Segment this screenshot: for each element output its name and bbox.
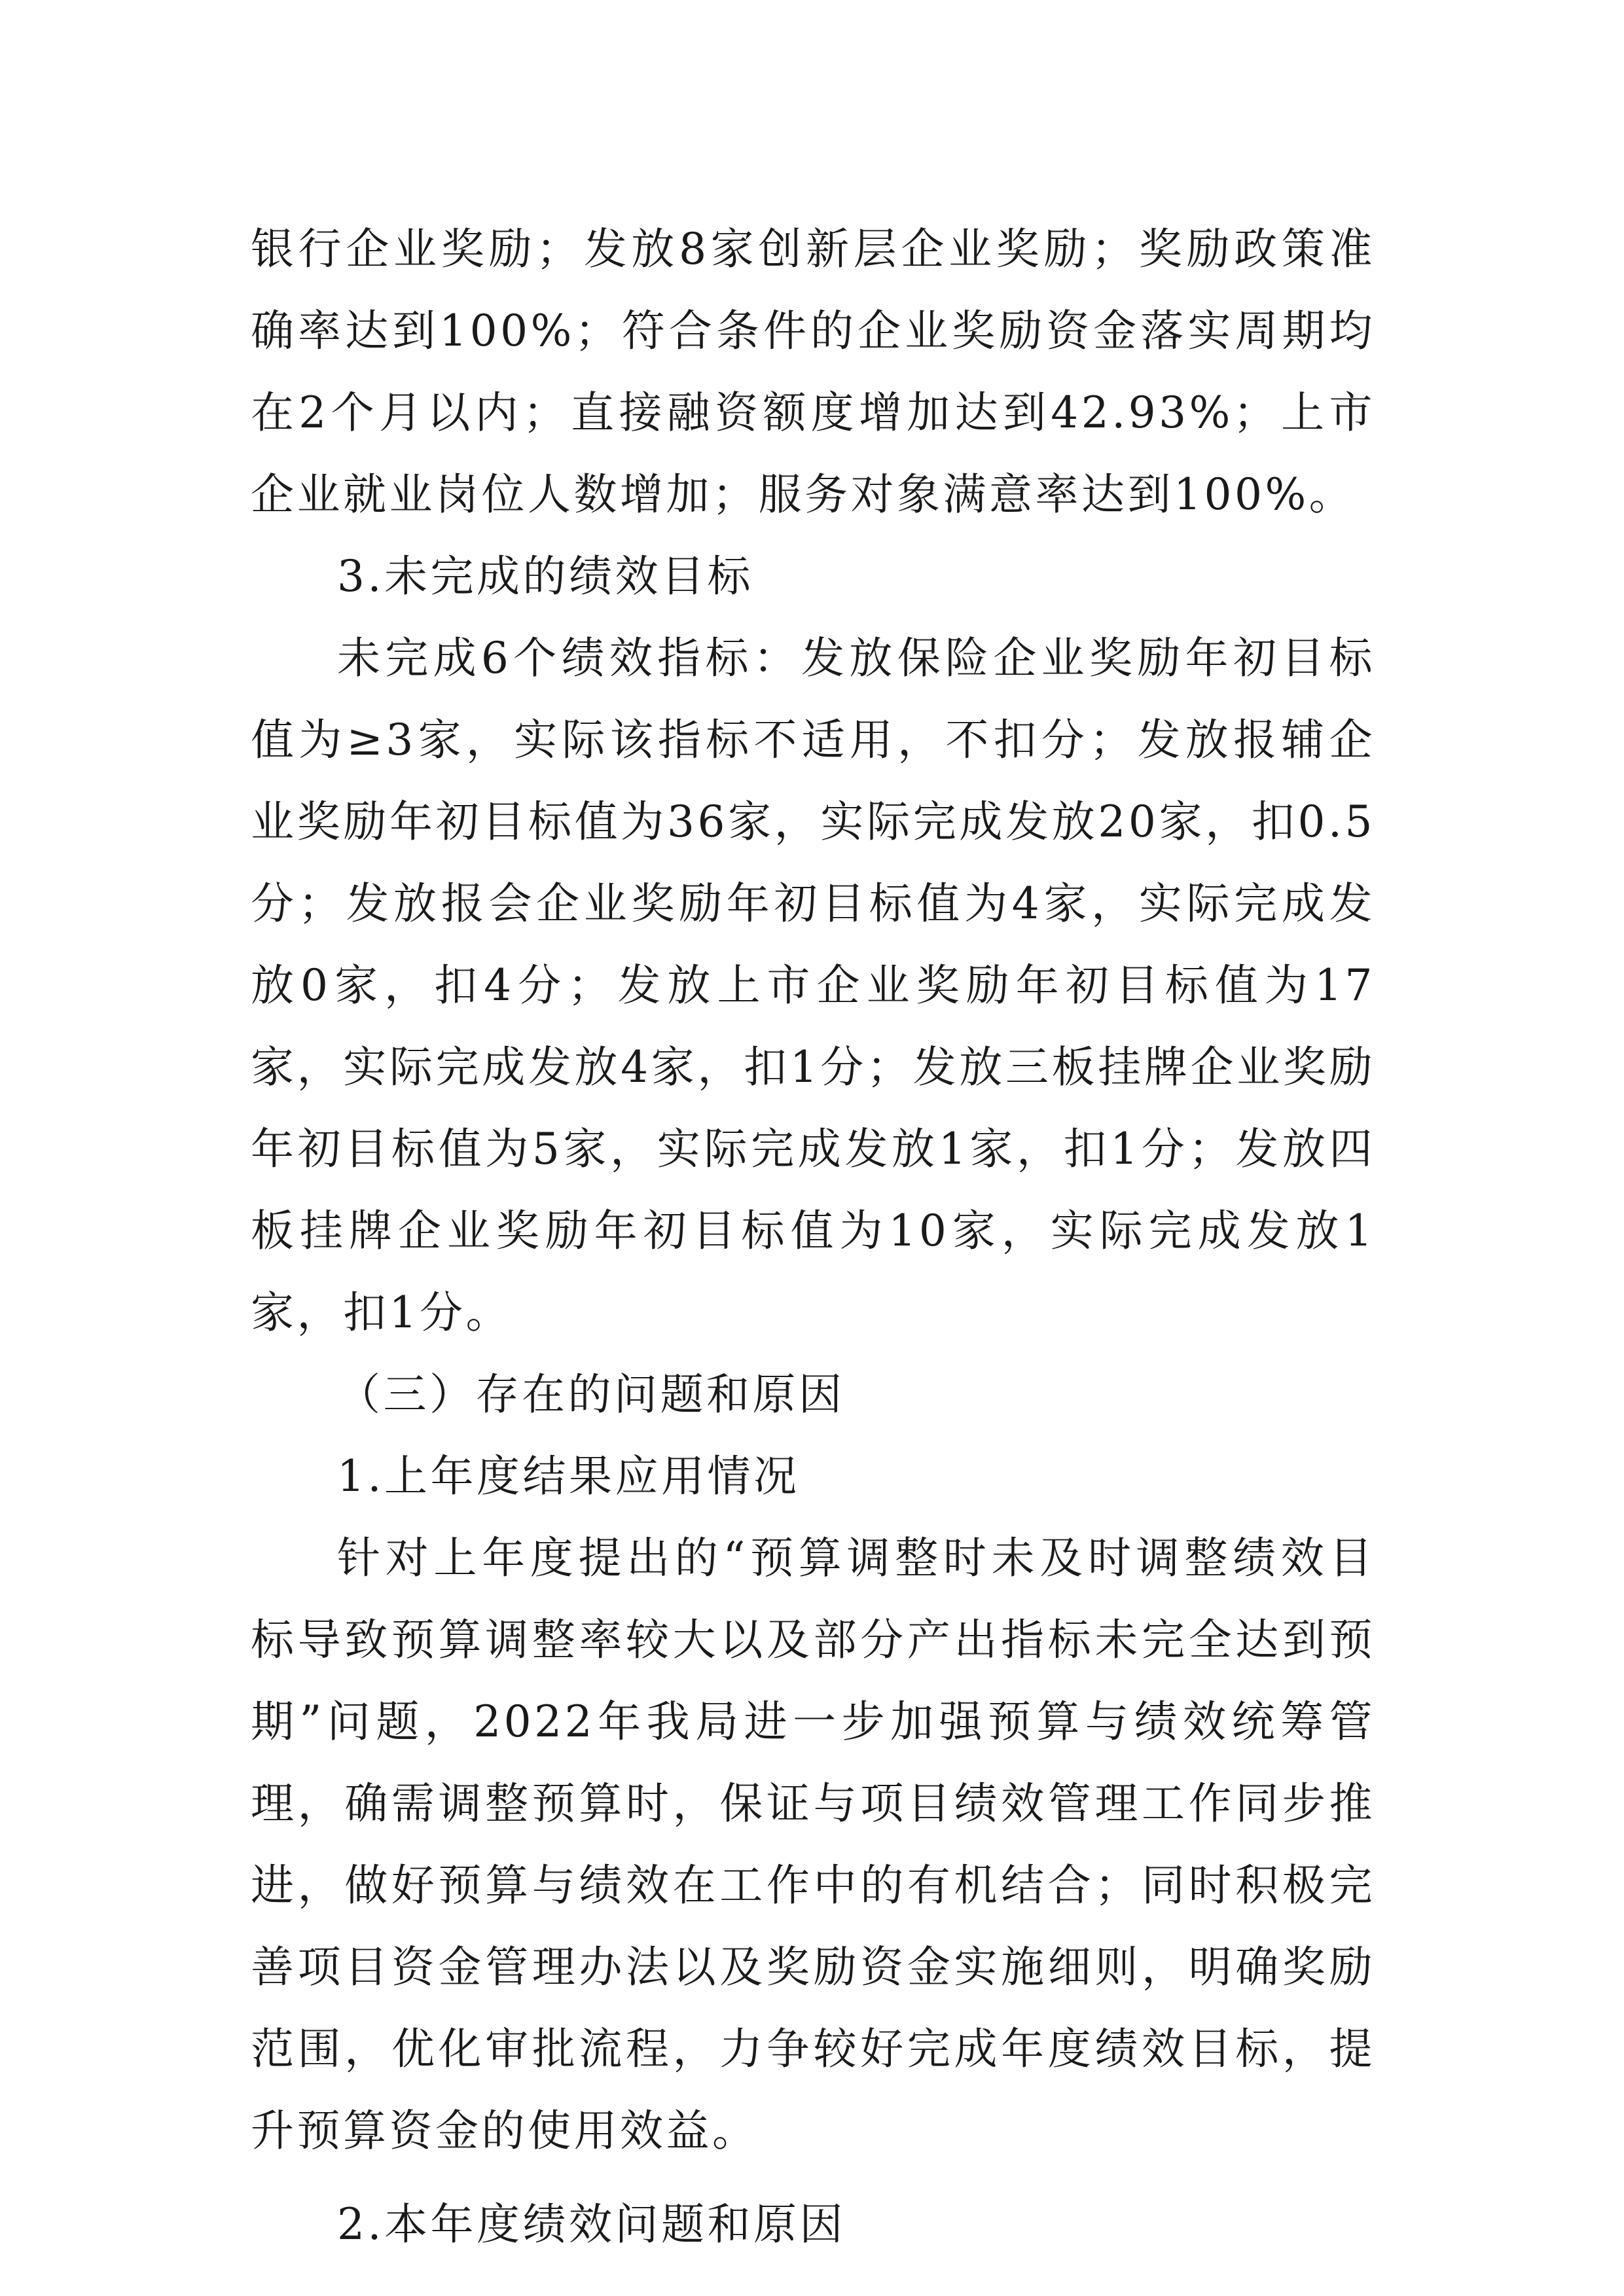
heading-unfinished-targets: 3.未完成的绩效目标	[337, 551, 753, 601]
heading-last-year-results: 1.上年度结果应用情况	[337, 1451, 800, 1501]
paragraph-continued-rewards: 银行企业奖励；发放8家创新层企业奖励；奖励政策准确率达到100%；符合条件的企业奖励资金落实周期均在2个月以内；直接融资额度增加达到42.93%；上市企业就业岗位人数增加；服务对象满意率达到100%。	[251, 224, 1375, 520]
document-body	[251, 208, 1375, 2265]
paragraph-unfinished-indicators: 未完成6个绩效指标：发放保险企业奖励年初目标值为≥3家，实际该指标不适用，不扣分；发放报辅企业奖励年初目标值为36家，实际完成发放20家，扣0.5分；发放报会企业奖励年初目标值为4家，实际完成发放0家，扣4分；发放上市企业奖励年初目标值为17家，实际完成发放4家，扣1分；发放三板挂牌企业奖励年初目标值为5家，实际完成发放1家，扣1分；发放四板挂牌企业奖励年初目标值为10家，实际完成发放1家，扣1分。	[251, 633, 1375, 1338]
heading-this-year-problems: 2.本年度绩效问题和原因	[337, 2199, 846, 2250]
heading-problems-and-causes: （三）存在的问题和原因	[337, 1369, 845, 1420]
paragraph-last-year-application: 针对上年度提出的“预算调整时未及时调整绩效目标导致预算调整率较大以及部分产出指标未完全达到预期”问题，2022年我局进一步加强预算与绩效统筹管理，确需调整预算时，保证与项目绩效管理工作同步推进，做好预算与绩效在工作中的有机结合；同时积极完善项目资金管理办法以及奖励资金实施细则，明确奖励范围，优化审批流程，力争较好完成年度绩效目标，提升预算资金的使用效益。	[251, 1533, 1375, 2156]
